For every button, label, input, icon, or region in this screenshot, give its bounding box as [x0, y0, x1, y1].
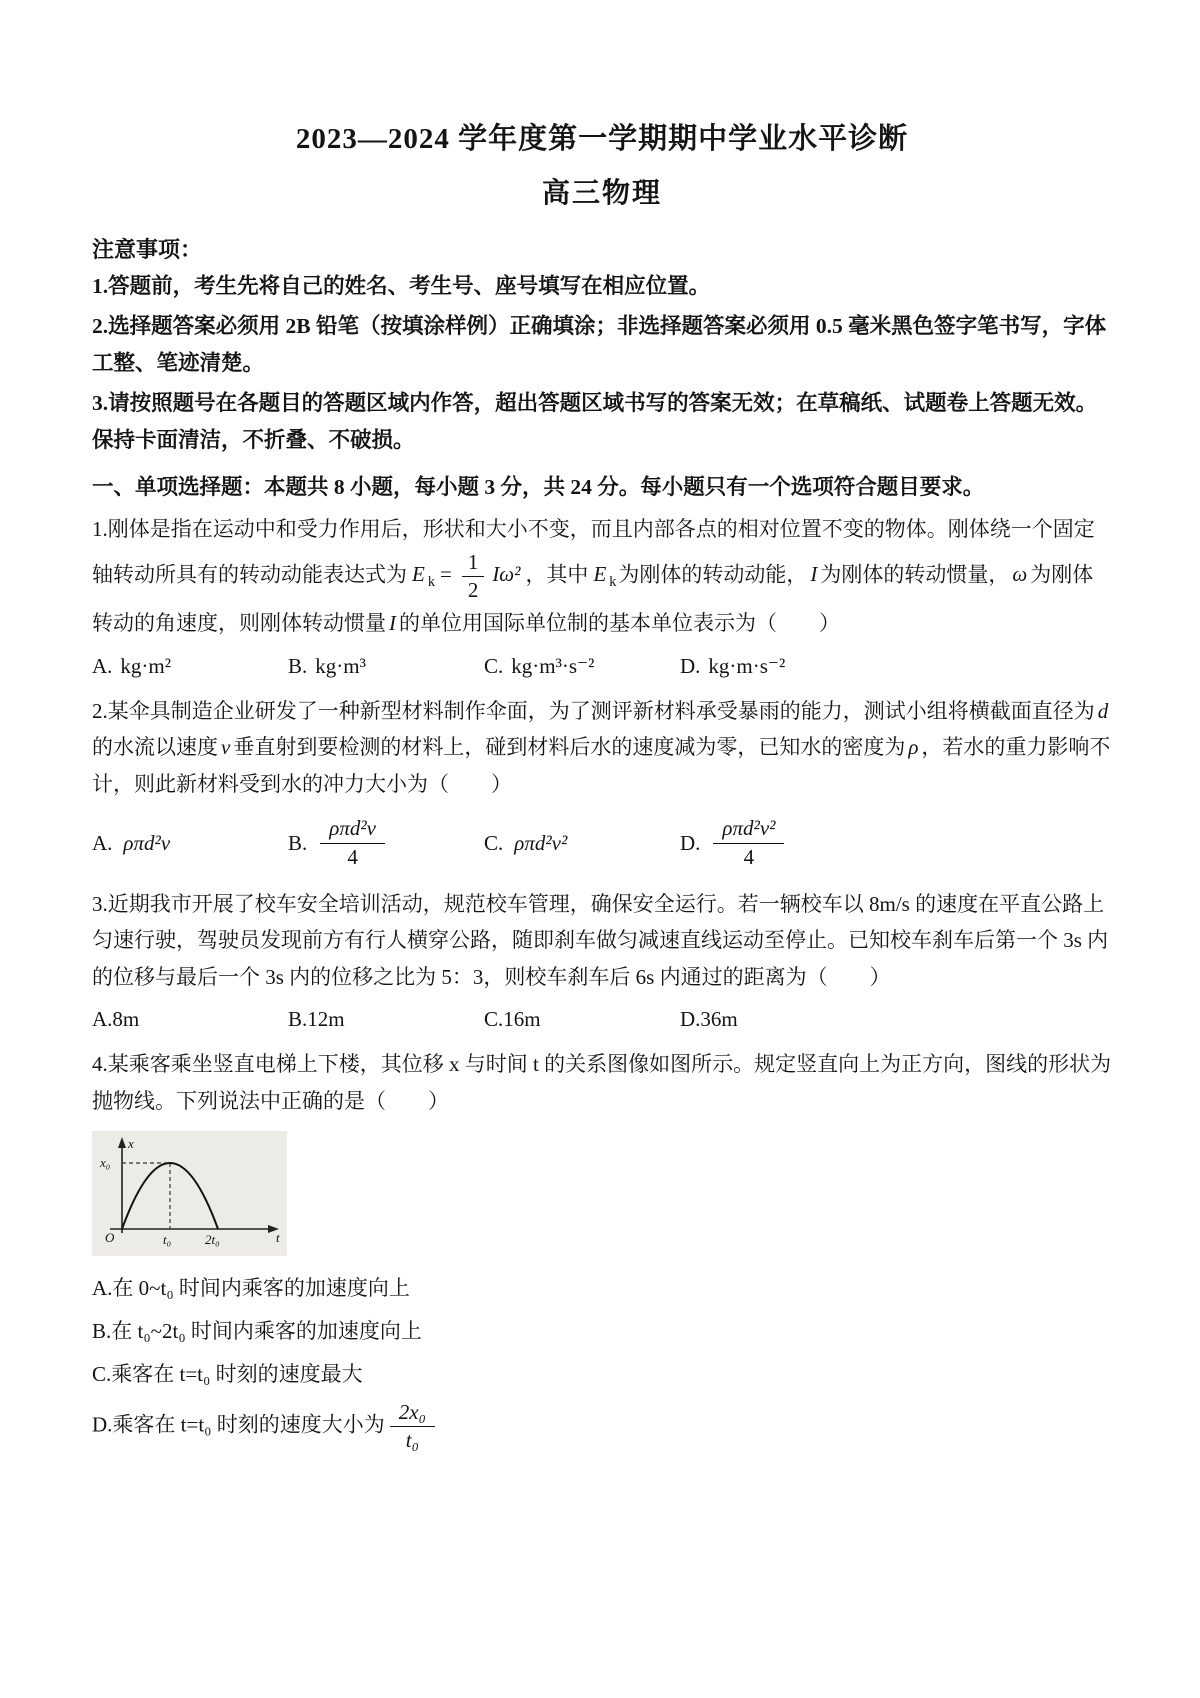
2t0-label: 2t₀ [205, 1232, 220, 1248]
question-2-text: 2.某伞具制造企业研发了一种新型材料制作伞面，为了测评新材料承受暴雨的能力，测试小组将横截面直径为 d的水流以速度 v 垂直射到要检测的材料上，碰到材料后水的速度减为零，已知水的密度为 ρ ，若水的重力影响不计，则此新材料受到水的冲力大小为（ ） [92, 698, 1111, 796]
q2-option-a: A. ρπd²v [92, 830, 171, 855]
q4-option-d: D.乘客在 t=t₀ 时刻的速度大小为 $\frac{\text{2x₀}}{\text{t₀}}$ [92, 1398, 1112, 1455]
q3-option-d: D.36m [680, 1007, 738, 1032]
origin-label: O [105, 1230, 115, 1246]
notice-item-3: 3.请按照题号在各题目的答题区域内作答，超出答题区域书写的答案无效；在草稿纸、试题卷上答题无效。保持卡面清洁，不折叠、不破损。 [92, 390, 1098, 452]
t0-label: t₀ [163, 1232, 172, 1248]
question-2 [92, 693, 1112, 872]
section-heading: 一、单项选择题：本题共 8 小题，每小题 3 分，共 24 分。每小题只有一个选项符合题目要求。 [92, 474, 985, 499]
question-4 [92, 1046, 1112, 1455]
page-subtitle: 高三物理 [541, 178, 662, 209]
q2-d-symbol: d [1097, 698, 1109, 723]
q2-option-d: D. $\frac{\text{ρπd²v²}}{4}$ [680, 814, 876, 871]
fraction: $\frac{\text{ρπd²v²}}{4}$ [713, 816, 784, 869]
q1-omega-symbol: ω [1012, 562, 1028, 587]
q4-option-b: B.在 t₀~2t₀ 时间内乘客的加速度向上 [92, 1318, 422, 1343]
q1-kinetic-energy-formula: E $_k$ = $\frac{1}{2}$ Iω² [412, 549, 521, 603]
y-axis-label: x [128, 1136, 134, 1152]
peak-value-label: x₀ [100, 1155, 111, 1171]
q4-option-a: A.在 0~t₀ 时间内乘客的加速度向上 [92, 1276, 410, 1301]
q1-option-c: C. kg·m³·s⁻² [484, 653, 595, 678]
q3-option-c: C.16m [484, 1007, 541, 1032]
question-3-options [92, 1007, 1112, 1032]
q1-Ek-symbol: E $_k$ [593, 562, 617, 591]
fraction: $\frac{\text{2x₀}}{\text{t₀}}$ [390, 1400, 435, 1453]
fraction: $\frac{\text{ρπd²v}}{4}$ [320, 816, 385, 869]
question-4-figure [92, 1131, 1112, 1262]
question-1-options [92, 654, 1112, 679]
question-1-text: 1.刚体是指在运动中和受力作用后，形状和大小不变，而且内部各点的相对位置不变的物体。刚体绕一个固定轴转动所具有的转动动能表达式为 E $_k$ = $\frac{1}{2}$ Iω² ，其中 E $_k$为刚体的转动动能， I 为刚体的转动惯量， ω 为刚体转动的角速度，则刚体转动惯量 I 的单位用国际单位制的基本单位表示为（ ） [92, 517, 1095, 636]
q3-option-b: B.12m [288, 1007, 345, 1032]
x-axis-label: t [276, 1230, 280, 1246]
question-4-text: 4.某乘客乘坐竖直电梯上下楼，其位移 x 与时间 t 的关系图像如图所示。规定竖直向上为正方向，图线的形状为抛物线。下列说法中正确的是（ ） [92, 1052, 1112, 1113]
notice-heading: 注意事项： [92, 237, 203, 262]
q1-option-d: D. kg·m·s⁻² [680, 653, 786, 678]
q1-text-before: 1.刚体是指在运动中和受力作用后，形状和大小不变，而且内部各点的相对位置不变的物体。刚体绕一个固定轴转动所具有的转动动能表达式为 [92, 517, 1095, 587]
question-3 [92, 886, 1112, 1033]
page-title: 2023—2024 学年度第一学期期中学业水平诊断 [295, 123, 909, 155]
question-1 [92, 511, 1112, 678]
q1-option-a: A. kg·m² [92, 653, 172, 678]
notice-item-2: 2.选择题答案必须用 2B 铅笔（按填涂样例）正确填涂；非选择题答案必须用 0.5 毫米黑色签字笔书写，字体工整、笔迹清楚。 [92, 313, 1107, 375]
q2-option-b: B. $\frac{\text{ρπd²v}}{4}$ [288, 814, 484, 871]
q4-option-c: C.乘客在 t=t₀ 时刻的速度最大 [92, 1361, 363, 1386]
q2-option-c: C. ρπd²v² [484, 830, 568, 855]
q2-v-symbol: v [221, 735, 231, 760]
question-3-text: 3.近期我市开展了校车安全培训活动，规范校车管理，确保安全运行。若一辆校车以 8m/s 的速度在平直公路上匀速行驶，驾驶员发现前方有行人横穿公路，随即刹车做匀减速直线运动至停止。已知校车刹车后第一个 3s 内的位移与最后一个 3s 内的位移之比为 5：3，则校车刹车后 6s 内通过的距离为（ ） [92, 891, 1109, 989]
notice-item-1: 1.答题前，考生先将自己的姓名、考生号、座号填写在相应位置。 [92, 274, 711, 298]
q3-option-a: A.8m [92, 1007, 140, 1032]
q1-option-b: B. kg·m³ [288, 653, 366, 678]
q1-I-symbol: I [810, 562, 818, 587]
q2-rho-symbol: ρ [908, 735, 919, 760]
q1-I-symbol-2: I [389, 611, 396, 636]
displacement-time-graph [92, 1131, 287, 1256]
fraction-one-half: $\frac{1}{2}$ [462, 550, 485, 603]
question-2-options [92, 814, 1112, 871]
